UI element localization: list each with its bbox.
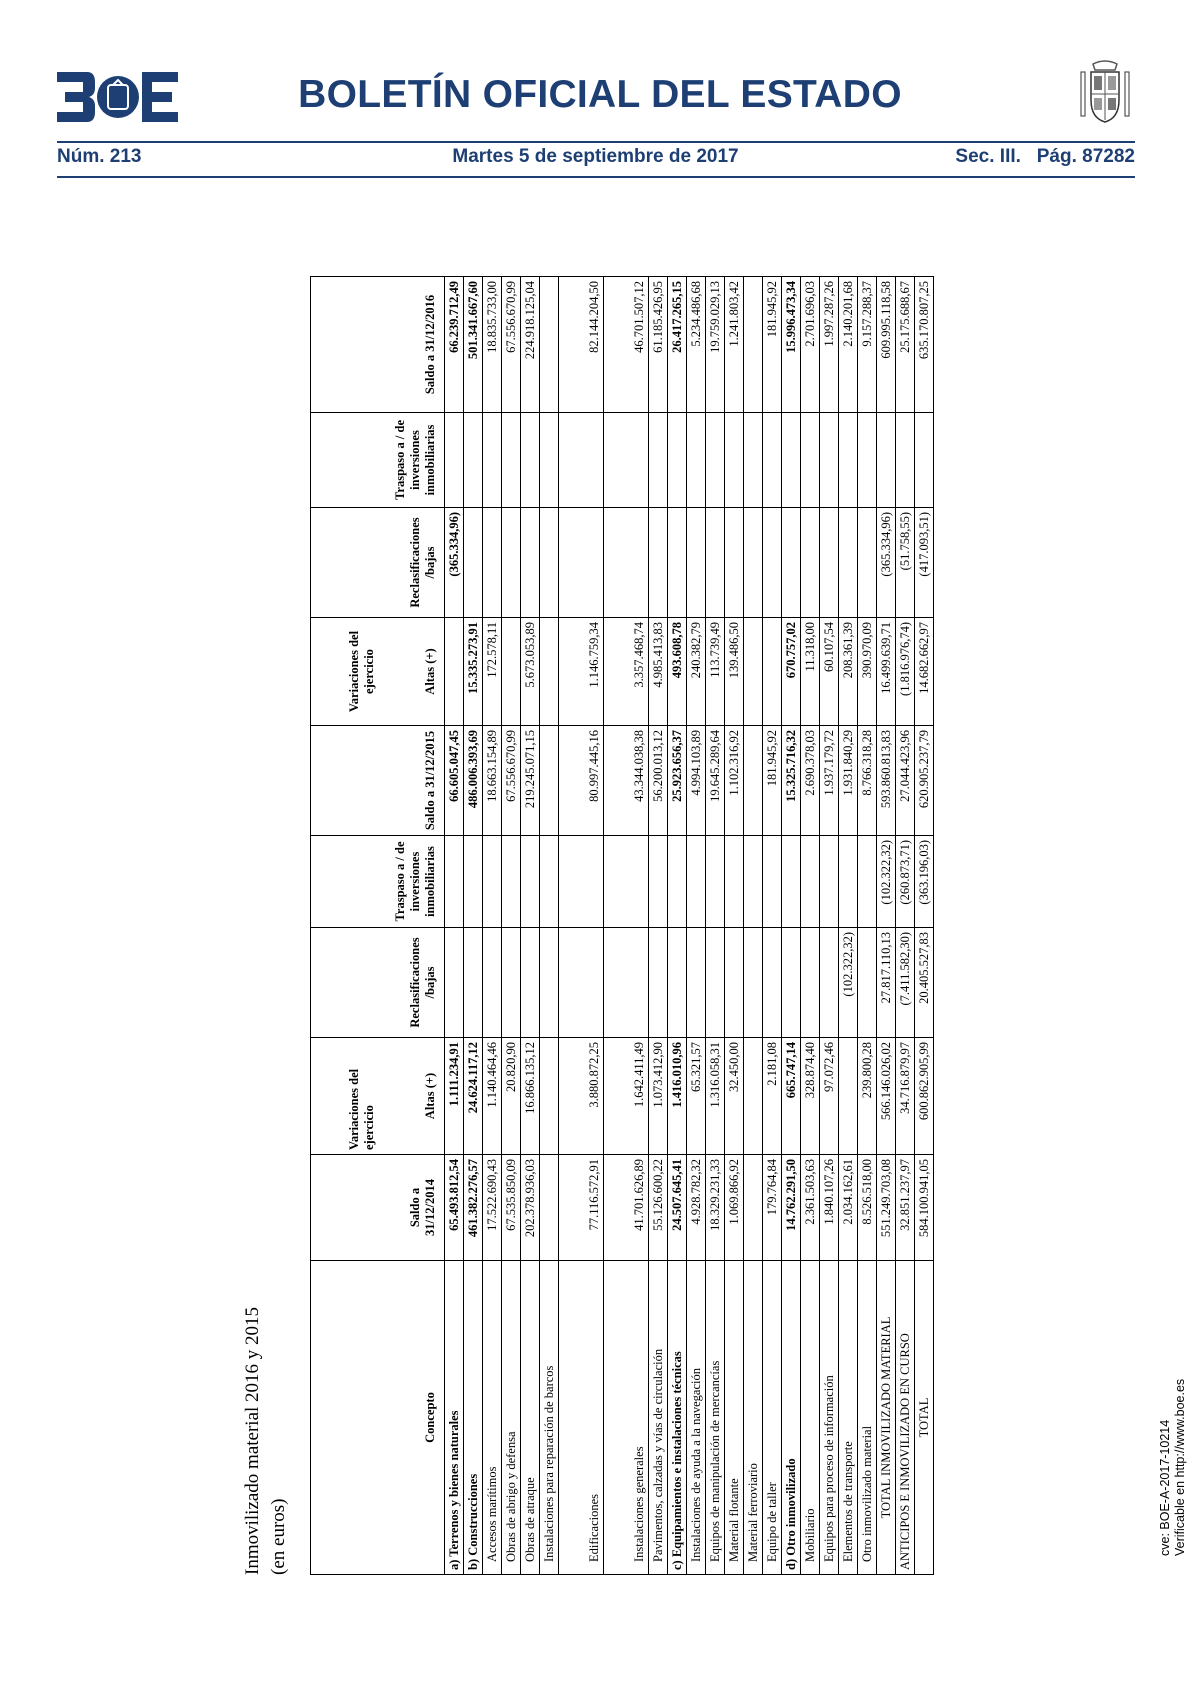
cell-reclasif-2	[559, 508, 604, 618]
cell-reclasif-2	[725, 508, 744, 618]
cell-traspaso-1	[521, 836, 540, 928]
cell-concepto: Material flotante	[725, 1261, 744, 1575]
section-page	[955, 146, 1135, 168]
table-row	[896, 277, 915, 1575]
cell-altas-2: 670.757,02	[782, 618, 801, 726]
cell-concepto: Equipos de manipulación de mercancías	[706, 1261, 725, 1575]
cell-saldo-2015: 593.860.813,83	[877, 726, 896, 836]
table-row	[820, 277, 839, 1575]
table-row	[649, 277, 668, 1575]
cell-saldo-2015: 1.937.179,72	[820, 726, 839, 836]
cell-saldo-2016	[744, 277, 763, 413]
cell-altas-1: 32.450,00	[725, 1038, 744, 1155]
table-row	[521, 277, 540, 1575]
issue-date: Martes 5 de septiembre de 2017	[452, 146, 739, 167]
cell-reclasif-2: (365.334,96)	[445, 508, 464, 618]
cell-traspaso-2	[877, 413, 896, 508]
table-row	[604, 277, 649, 1575]
cell-traspaso-1	[839, 836, 858, 928]
cell-saldo-2014: 77.116.572,91	[559, 1155, 604, 1261]
cell-reclasif-1	[502, 928, 521, 1038]
cell-saldo-2015: 19.645.289,64	[706, 726, 725, 836]
cell-saldo-2014: 41.701.626,89	[604, 1155, 649, 1261]
table-row	[877, 277, 896, 1575]
cell-saldo-2015: 620.905.237,79	[915, 726, 934, 836]
cell-altas-1: 328.874,40	[801, 1038, 820, 1155]
cell-altas-2	[445, 618, 464, 726]
cell-saldo-2014: 584.100.941,05	[915, 1155, 934, 1261]
cell-altas-1: 16.866.135,12	[521, 1038, 540, 1155]
cell-saldo-2015: 1.931.840,29	[839, 726, 858, 836]
cell-reclasif-2: (51.758,55)	[896, 508, 915, 618]
cell-concepto: ANTICIPOS E INMOVILIZADO EN CURSO	[896, 1261, 915, 1575]
cell-saldo-2014: 1.840.107,26	[820, 1155, 839, 1261]
cell-reclasif-2	[464, 508, 483, 618]
cell-traspaso-1	[706, 836, 725, 928]
cell-traspaso-2	[687, 413, 706, 508]
cell-saldo-2015: 25.923.656,37	[668, 726, 687, 836]
cell-traspaso-2	[820, 413, 839, 508]
coat-of-arms-icon	[1075, 60, 1135, 126]
cell-altas-2: 208.361,39	[839, 618, 858, 726]
cell-saldo-2016: 635.170.807,25	[915, 277, 934, 413]
cell-altas-1: 1.642.411,49	[604, 1038, 649, 1155]
table-row	[540, 277, 559, 1575]
cell-saldo-2014: 551.249.703,08	[877, 1155, 896, 1261]
cell-reclasif-2	[649, 508, 668, 618]
cell-altas-2: 14.682.662,97	[915, 618, 934, 726]
header-traspaso-2015: Traspaso a / de inversiones inmobiliarias	[311, 836, 445, 928]
cell-reclasif-2	[858, 508, 877, 618]
cell-altas-2: 1.146.759,34	[559, 618, 604, 726]
table-row	[763, 277, 782, 1575]
cell-traspaso-2	[782, 413, 801, 508]
cell-saldo-2014: 67.535.850,09	[502, 1155, 521, 1261]
cell-reclasif-1	[801, 928, 820, 1038]
cell-traspaso-1: (363.196,03)	[915, 836, 934, 928]
cell-saldo-2014: 24.507.645,41	[668, 1155, 687, 1261]
cell-saldo-2016: 501.341.667,60	[464, 277, 483, 413]
cell-traspaso-1	[858, 836, 877, 928]
cell-saldo-2016: 19.759.029,13	[706, 277, 725, 413]
cell-concepto: a) Terrenos y bienes naturales	[445, 1261, 464, 1575]
cell-traspaso-1	[725, 836, 744, 928]
cell-saldo-2016: 2.140.201,68	[839, 277, 858, 413]
cell-altas-1: 1.140.464,46	[483, 1038, 502, 1155]
cell-saldo-2016: 2.701.696,03	[801, 277, 820, 413]
cell-traspaso-2	[521, 413, 540, 508]
header-variaciones-2015: Variaciones del ejercicio	[347, 1068, 376, 1150]
section-label: Sec. III.	[955, 146, 1021, 167]
cell-reclasif-1	[483, 928, 502, 1038]
cell-traspaso-1	[540, 836, 559, 928]
cell-traspaso-1	[782, 836, 801, 928]
header-altas-2015-label: Altas (+)	[423, 1072, 437, 1120]
cell-concepto: Elementos de transporte	[839, 1261, 858, 1575]
cell-reclasif-2	[483, 508, 502, 618]
cell-concepto: Edificaciones	[559, 1261, 604, 1575]
cell-traspaso-1	[820, 836, 839, 928]
cell-altas-2: (1.816.976,74)	[896, 618, 915, 726]
cell-saldo-2016: 9.157.288,37	[858, 277, 877, 413]
cell-saldo-2016: 609.995.118,58	[877, 277, 896, 413]
cell-concepto: d) Otro inmovilizado	[782, 1261, 801, 1575]
cell-saldo-2016: 1.241.803,42	[725, 277, 744, 413]
cell-saldo-2015: 15.325.716,32	[782, 726, 801, 836]
cell-reclasif-2	[782, 508, 801, 618]
cell-reclasif-1	[649, 928, 668, 1038]
cell-saldo-2014: 2.361.503,63	[801, 1155, 820, 1261]
cell-saldo-2014: 2.034.162,61	[839, 1155, 858, 1261]
cell-traspaso-2	[540, 413, 559, 508]
cell-saldo-2015: 181.945,92	[763, 726, 782, 836]
cell-traspaso-2	[604, 413, 649, 508]
cell-saldo-2014: 65.493.812,54	[445, 1155, 464, 1261]
cve-code: cve: BOE-A-2017-10214	[1158, 1419, 1172, 1556]
cell-saldo-2016: 15.996.473,34	[782, 277, 801, 413]
cell-reclasif-2	[604, 508, 649, 618]
header-altas-2016-label: Altas (+)	[423, 648, 437, 695]
table-row	[687, 277, 706, 1575]
table-row	[483, 277, 502, 1575]
cell-saldo-2015: 486.006.393,69	[464, 726, 483, 836]
cell-altas-1: 1.073.412,90	[649, 1038, 668, 1155]
cell-traspaso-1	[464, 836, 483, 928]
cell-altas-1: 1.111.234,91	[445, 1038, 464, 1155]
cell-saldo-2016: 25.175.688,67	[896, 277, 915, 413]
cell-concepto: Pavimentos, calzadas y vías de circulación	[649, 1261, 668, 1575]
cell-traspaso-1	[744, 836, 763, 928]
cell-saldo-2016: 66.239.712,49	[445, 277, 464, 413]
cell-saldo-2014: 179.764,84	[763, 1155, 782, 1261]
cell-traspaso-1	[649, 836, 668, 928]
cell-reclasif-2	[763, 508, 782, 618]
cell-reclasif-1	[763, 928, 782, 1038]
cell-traspaso-2	[858, 413, 877, 508]
cell-saldo-2015	[540, 726, 559, 836]
cell-reclasif-1	[668, 928, 687, 1038]
cell-saldo-2016: 82.144.204,50	[559, 277, 604, 413]
cell-reclasif-1	[858, 928, 877, 1038]
cell-traspaso-2	[725, 413, 744, 508]
cell-reclasif-1	[521, 928, 540, 1038]
cell-altas-1: 665.747,14	[782, 1038, 801, 1155]
cell-altas-2: 390.970,09	[858, 618, 877, 726]
cell-altas-2: 493.608,78	[668, 618, 687, 726]
header-reclasif-2015: Reclasificaciones /bajas	[311, 928, 445, 1038]
cell-reclasif-1	[559, 928, 604, 1038]
cell-traspaso-2	[763, 413, 782, 508]
cell-reclasif-1: (7.411.582,30)	[896, 928, 915, 1038]
cell-traspaso-1	[763, 836, 782, 928]
cell-traspaso-2	[915, 413, 934, 508]
cell-concepto: Equipos para proceso de información	[820, 1261, 839, 1575]
cell-traspaso-2	[649, 413, 668, 508]
cell-saldo-2015: 1.102.316,92	[725, 726, 744, 836]
cell-reclasif-2	[502, 508, 521, 618]
footer-cve	[1158, 1356, 1188, 1556]
table-header-row	[311, 277, 445, 1575]
cell-concepto: TOTAL	[915, 1261, 934, 1575]
cell-altas-1: 3.880.872,25	[559, 1038, 604, 1155]
cell-saldo-2014	[540, 1155, 559, 1261]
header-concepto: Concepto	[311, 1261, 445, 1575]
issue-number: Núm. 213	[57, 146, 142, 167]
cell-reclasif-1: (102.322,32)	[839, 928, 858, 1038]
cell-concepto: Obras de abrigo y defensa	[502, 1261, 521, 1575]
cell-altas-2: 240.382,79	[687, 618, 706, 726]
cell-reclasif-1	[744, 928, 763, 1038]
cell-concepto: Otro inmovilizado material	[858, 1261, 877, 1575]
cell-altas-1: 1.416.010,96	[668, 1038, 687, 1155]
cell-traspaso-2	[502, 413, 521, 508]
cell-altas-1: 97.072,46	[820, 1038, 839, 1155]
table-row	[801, 277, 820, 1575]
cell-saldo-2014: 32.851.237,97	[896, 1155, 915, 1261]
cell-reclasif-2: (365.334,96)	[877, 508, 896, 618]
header-variaciones-2016: Variaciones del ejercicio	[347, 630, 376, 713]
table-row	[915, 277, 934, 1575]
cell-saldo-2016: 5.234.486,68	[687, 277, 706, 413]
header-saldo-2016: Saldo a 31/12/2016	[311, 277, 445, 413]
cell-reclasif-2	[839, 508, 858, 618]
cell-traspaso-1	[483, 836, 502, 928]
cell-reclasif-1	[445, 928, 464, 1038]
cell-reclasif-2	[668, 508, 687, 618]
cell-altas-1: 1.316.058,31	[706, 1038, 725, 1155]
cell-altas-2: 3.357.468,74	[604, 618, 649, 726]
header-reclasif-2016: Reclasificaciones /bajas	[311, 508, 445, 618]
cell-saldo-2016: 181.945,92	[763, 277, 782, 413]
cell-saldo-2015	[744, 726, 763, 836]
cell-reclasif-2	[744, 508, 763, 618]
cell-altas-2: 139.486,50	[725, 618, 744, 726]
cell-traspaso-2	[483, 413, 502, 508]
cell-reclasif-2	[801, 508, 820, 618]
cell-altas-2: 5.673.053,89	[521, 618, 540, 726]
cell-altas-2: 16.499.639,71	[877, 618, 896, 726]
cell-reclasif-2	[687, 508, 706, 618]
cell-traspaso-1	[559, 836, 604, 928]
cell-saldo-2015: 67.556.670,99	[502, 726, 521, 836]
cell-altas-2: 4.985.413,83	[649, 618, 668, 726]
cell-reclasif-1	[706, 928, 725, 1038]
cell-altas-1: 34.716.879,97	[896, 1038, 915, 1155]
rotated-content	[230, 225, 970, 1575]
cell-concepto: Instalaciones de ayuda a la navegación	[687, 1261, 706, 1575]
cell-traspaso-2	[801, 413, 820, 508]
table-row	[559, 277, 604, 1575]
cell-traspaso-1	[502, 836, 521, 928]
table-row	[445, 277, 464, 1575]
cell-traspaso-1: (102.322,32)	[877, 836, 896, 928]
cell-traspaso-1: (260.873,71)	[896, 836, 915, 928]
header-traspaso-2016: Traspaso a / de inversiones inmobiliarias	[311, 413, 445, 508]
cell-traspaso-1	[687, 836, 706, 928]
cell-altas-2: 172.578,11	[483, 618, 502, 726]
cell-saldo-2014: 18.329.231,33	[706, 1155, 725, 1261]
cell-traspaso-1	[801, 836, 820, 928]
header-altas-2015	[311, 1038, 445, 1155]
cell-saldo-2014: 461.382.276,57	[464, 1155, 483, 1261]
header-altas-2016	[311, 618, 445, 726]
cell-reclasif-1	[725, 928, 744, 1038]
cell-reclasif-1	[464, 928, 483, 1038]
table-caption	[240, 1307, 292, 1575]
cell-reclasif-1	[604, 928, 649, 1038]
cell-saldo-2015: 43.344.038,38	[604, 726, 649, 836]
cell-concepto: Material ferroviario	[744, 1261, 763, 1575]
cell-saldo-2014: 17.522.690,43	[483, 1155, 502, 1261]
cell-traspaso-1	[445, 836, 464, 928]
cell-altas-2	[540, 618, 559, 726]
cell-traspaso-2	[445, 413, 464, 508]
table-row	[464, 277, 483, 1575]
cell-saldo-2015: 4.994.103,89	[687, 726, 706, 836]
cell-altas-2: 11.318,00	[801, 618, 820, 726]
cell-traspaso-1	[604, 836, 649, 928]
cell-altas-1: 65.321,57	[687, 1038, 706, 1155]
cell-saldo-2016: 1.997.287,26	[820, 277, 839, 413]
cell-saldo-2014	[744, 1155, 763, 1261]
cell-saldo-2015: 18.663.154,89	[483, 726, 502, 836]
cell-saldo-2014: 202.378.936,03	[521, 1155, 540, 1261]
cell-traspaso-2	[668, 413, 687, 508]
cell-saldo-2015: 27.044.423,96	[896, 726, 915, 836]
cell-altas-1: 24.624.117,12	[464, 1038, 483, 1155]
cell-saldo-2015: 56.200.013,12	[649, 726, 668, 836]
cell-traspaso-2	[559, 413, 604, 508]
cell-reclasif-1	[540, 928, 559, 1038]
cell-saldo-2015: 80.997.445,16	[559, 726, 604, 836]
cell-altas-1: 600.862.905,99	[915, 1038, 934, 1155]
cell-saldo-2015: 66.605.047,45	[445, 726, 464, 836]
cell-altas-1: 566.146.026,02	[877, 1038, 896, 1155]
cell-traspaso-2	[464, 413, 483, 508]
cell-concepto: Accesos marítimos	[483, 1261, 502, 1575]
cell-concepto: b) Construcciones	[464, 1261, 483, 1575]
cell-reclasif-2	[540, 508, 559, 618]
cell-saldo-2014: 4.928.782,32	[687, 1155, 706, 1261]
table-row	[668, 277, 687, 1575]
cell-saldo-2016: 61.185.426,95	[649, 277, 668, 413]
cell-saldo-2014: 8.526.518,00	[858, 1155, 877, 1261]
cell-saldo-2016: 46.701.507,12	[604, 277, 649, 413]
caption-units: (en euros)	[268, 1498, 289, 1575]
header-rule-bottom	[57, 176, 1135, 178]
cell-altas-1: 239.800,28	[858, 1038, 877, 1155]
cell-concepto: Instalaciones generales	[604, 1261, 649, 1575]
cell-reclasif-2	[820, 508, 839, 618]
cell-concepto: Instalaciones para reparación de barcos	[540, 1261, 559, 1575]
table-row	[744, 277, 763, 1575]
cell-saldo-2016: 224.918.125,04	[521, 277, 540, 413]
cell-traspaso-2	[839, 413, 858, 508]
cell-altas-2: 60.107,54	[820, 618, 839, 726]
table-row	[725, 277, 744, 1575]
cell-reclasif-1	[687, 928, 706, 1038]
cell-reclasif-2: (417.093,51)	[915, 508, 934, 618]
cell-altas-2	[502, 618, 521, 726]
cell-altas-2: 15.335.273,91	[464, 618, 483, 726]
cell-traspaso-1	[668, 836, 687, 928]
cell-reclasif-2	[706, 508, 725, 618]
cell-concepto: Obras de atraque	[521, 1261, 540, 1575]
header-saldo-2014: Saldo a 31/12/2014	[311, 1155, 445, 1261]
cell-altas-1	[744, 1038, 763, 1155]
cell-saldo-2014: 55.126.600,22	[649, 1155, 668, 1261]
verify-link[interactable]: Verificable en http://www.boe.es	[1173, 1378, 1187, 1556]
page-label: Pág. 87282	[1036, 146, 1135, 167]
cell-altas-1: 2.181,08	[763, 1038, 782, 1155]
table-row	[839, 277, 858, 1575]
cell-altas-1	[839, 1038, 858, 1155]
cell-saldo-2015: 219.245.071,15	[521, 726, 540, 836]
cell-saldo-2015: 8.766.318,28	[858, 726, 877, 836]
table-row	[502, 277, 521, 1575]
cell-saldo-2016: 18.835.733,00	[483, 277, 502, 413]
cell-reclasif-1: 20.405.527,83	[915, 928, 934, 1038]
header-rule-top	[57, 141, 1135, 143]
cell-saldo-2016: 26.417.265,15	[668, 277, 687, 413]
boe-logo	[57, 72, 178, 122]
cell-traspaso-2	[706, 413, 725, 508]
table-row	[858, 277, 877, 1575]
cell-concepto: Mobiliario	[801, 1261, 820, 1575]
boe-logo-icon	[57, 72, 178, 122]
table-row	[706, 277, 725, 1575]
cell-altas-2	[744, 618, 763, 726]
cell-reclasif-1	[820, 928, 839, 1038]
cell-reclasif-1	[782, 928, 801, 1038]
cell-saldo-2015: 2.690.378,03	[801, 726, 820, 836]
cell-saldo-2014: 14.762.291,50	[782, 1155, 801, 1261]
fixed-assets-table	[310, 276, 934, 1575]
cell-altas-2: 113.739,49	[706, 618, 725, 726]
bulletin-title: BOLETÍN OFICIAL DEL ESTADO	[298, 73, 902, 116]
caption-title: Inmovilizado material 2016 y 2015	[242, 1306, 263, 1575]
cell-concepto: Equipo de taller	[763, 1261, 782, 1575]
cell-saldo-2016: 67.556.670,99	[502, 277, 521, 413]
header-saldo-2015: Saldo a 31/12/2015	[311, 726, 445, 836]
cell-reclasif-1: 27.817.110,13	[877, 928, 896, 1038]
cell-altas-1: 20.820,90	[502, 1038, 521, 1155]
table-row	[782, 277, 801, 1575]
cell-concepto: c) Equipamientos e instalaciones técnicas	[668, 1261, 687, 1575]
cell-traspaso-2	[744, 413, 763, 508]
cell-saldo-2014: 1.069.866,92	[725, 1155, 744, 1261]
cell-altas-2	[763, 618, 782, 726]
cell-reclasif-2	[521, 508, 540, 618]
cell-traspaso-2	[896, 413, 915, 508]
cell-saldo-2016	[540, 277, 559, 413]
cell-concepto: TOTAL INMOVILIZADO MATERIAL	[877, 1261, 896, 1575]
cell-altas-1	[540, 1038, 559, 1155]
